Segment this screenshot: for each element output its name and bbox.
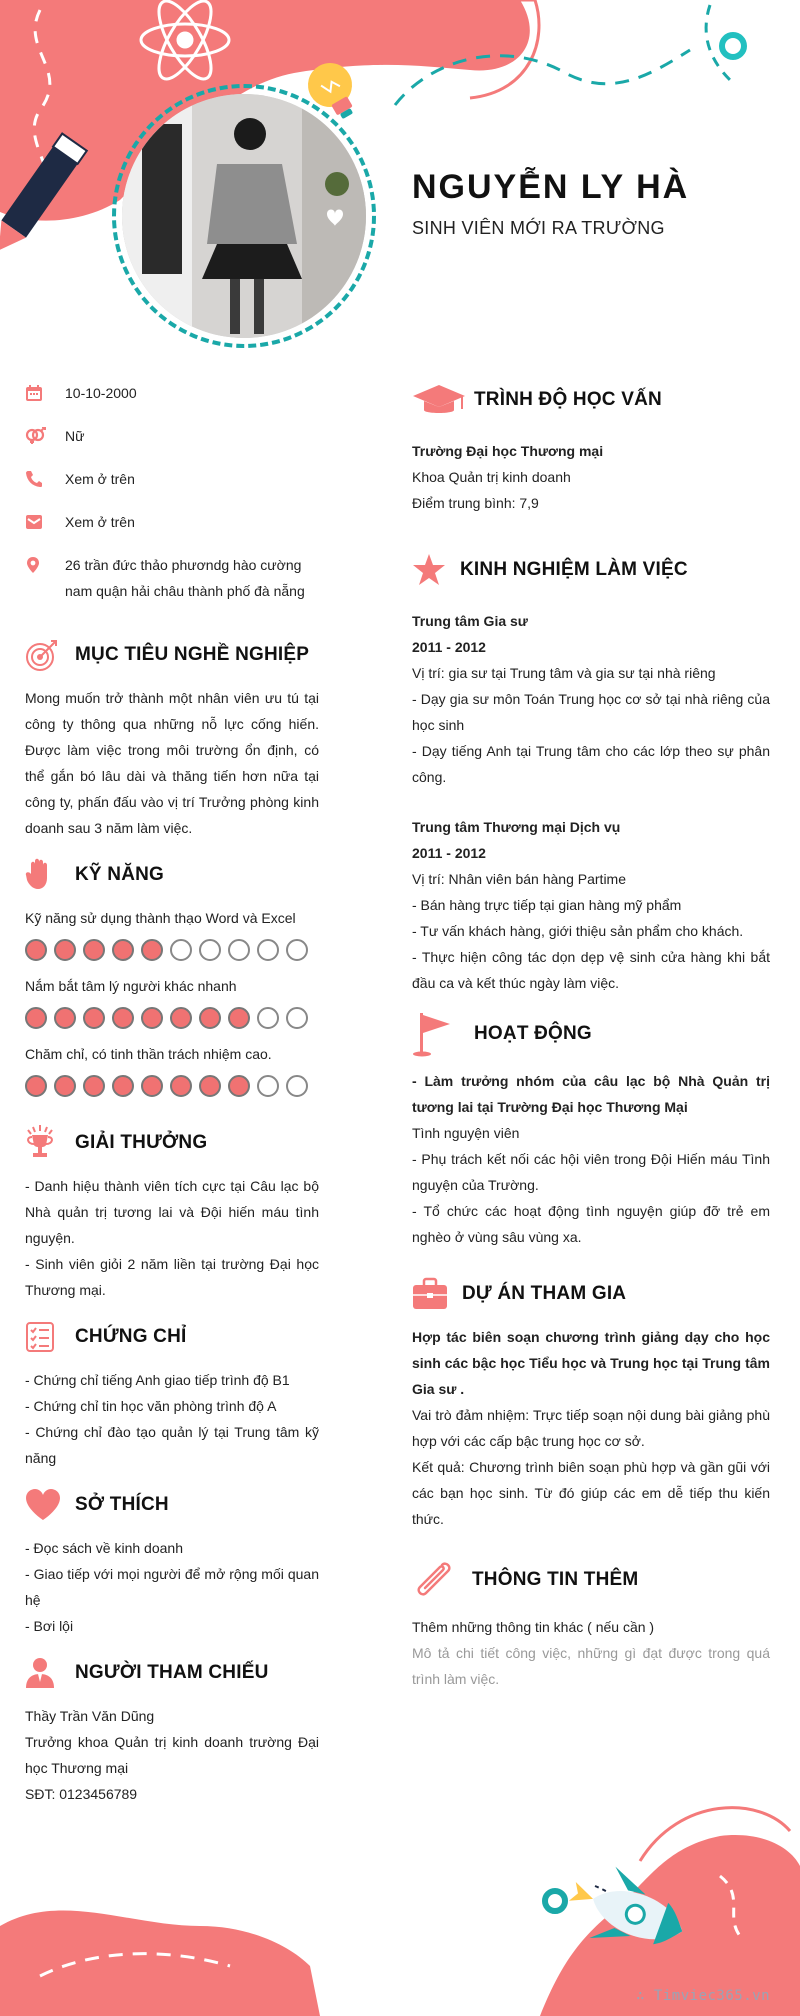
email-icon [25, 509, 65, 535]
award-item: - Sinh viên giỏi 2 năm liền tại trường Đại học Thương mại. [25, 1256, 319, 1298]
paperclip-icon [412, 1560, 472, 1600]
certificate-item: - Chứng chỉ tiếng Anh giao tiếp trình độ B1 [25, 1372, 290, 1388]
section-title: DỰ ÁN THAM GIA [462, 1283, 627, 1304]
section-education [412, 380, 770, 420]
rating-dot-filled [170, 1007, 192, 1029]
section-title: NGƯỜI THAM CHIẾU [75, 1662, 269, 1683]
section-activities [412, 1010, 770, 1058]
section-hobbies [25, 1485, 319, 1525]
contact-gender: Nữ [25, 423, 319, 449]
section-extra-info [412, 1556, 770, 1604]
person-icon [25, 1653, 75, 1693]
section-skills [25, 855, 319, 895]
certificates-text [25, 1367, 319, 1471]
left-column [25, 380, 319, 1807]
contact-email: Xem ở trên [25, 509, 319, 535]
rating-dot-filled [170, 1075, 192, 1097]
project-title: Hợp tác biên soạn chương trình giảng dạy cho học sinh các bậc học Tiểu học và Trung học tại Trung tâm Gia sư . [412, 1329, 770, 1397]
contact-address: 26 trần đức thảo phươndg hào cường nam quận hải châu thành phố đà nẵng [25, 552, 319, 604]
calendar-icon [25, 380, 65, 406]
job-company: Trung tâm Thương mại Dịch vụ [412, 819, 621, 835]
experience-job-1 [412, 608, 770, 790]
certificate-item: - Chứng chỉ đào tạo quản lý tại Trung tâm kỹ năng [25, 1424, 319, 1466]
job-line: - Thực hiện công tác dọn dẹp vệ sinh cửa hàng khi bắt đầu ca và kết thúc ngày làm việc. [412, 949, 770, 991]
rating-dot-filled [25, 1075, 47, 1097]
section-title: SỞ THÍCH [75, 1494, 169, 1515]
skill-rating [25, 939, 319, 961]
reference-phone: SĐT: 0123456789 [25, 1786, 138, 1802]
candidate-title: SINH VIÊN MỚI RA TRƯỜNG [412, 218, 665, 238]
target-icon [25, 635, 75, 675]
job-line: Vị trí: Nhân viên bán hàng Partime [412, 871, 627, 887]
projects-text [412, 1324, 770, 1532]
hobbies-text [25, 1535, 319, 1639]
activity-line: - Tổ chức các hoạt động tình nguyện giúp đỡ trẻ em nghèo ở vùng sâu vùng xa. [412, 1203, 770, 1245]
skill-label: Nắm bắt tâm lý người khác nhanh [25, 978, 237, 994]
reference-name: Thầy Trần Văn Dũng [25, 1708, 155, 1724]
rating-dot-filled [112, 1007, 134, 1029]
rating-dot-filled [83, 1007, 105, 1029]
certificate-item: - Chứng chỉ tin học văn phòng trình độ A [25, 1398, 277, 1414]
extra-hint: Mô tả chi tiết công việc, những gì đạt được trong quá trình làm việc. [412, 1645, 770, 1687]
awards-text [25, 1173, 319, 1303]
rating-dot-filled [141, 939, 163, 961]
rating-dot-filled [228, 1075, 250, 1097]
rating-dot-empty [286, 1075, 308, 1097]
section-title: CHỨNG CHỈ [75, 1326, 187, 1347]
section-title: GIẢI THƯỞNG [75, 1132, 208, 1153]
activity-title: - Làm trưởng nhóm của câu lạc bộ Nhà Quản trị tương lai tại Trường Đại học Thương Mại [412, 1073, 770, 1115]
award-item: - Danh hiệu thành viên tích cực tại Câu lạc bộ Nhà quản trị tương lai và Đội hiến máu tình nguyện. [25, 1178, 319, 1246]
footer-decoration [0, 1776, 800, 2016]
section-title: MỤC TIÊU NGHỀ NGHIỆP [75, 644, 310, 665]
location-pin-icon [25, 552, 65, 578]
rating-dot-empty [199, 939, 221, 961]
section-awards [25, 1123, 319, 1163]
heart-icon [25, 1485, 75, 1525]
job-line: Vị trí: gia sư tại Trung tâm và gia sư tại nhà riêng [412, 665, 716, 681]
job-line: - Tư vấn khách hàng, giới thiệu sản phẩm cho khách. [412, 923, 744, 939]
rating-dot-filled [54, 1075, 76, 1097]
education-text [412, 438, 770, 516]
rating-dot-empty [286, 939, 308, 961]
reference-role: Trưởng khoa Quản trị kinh doanh trường Đại học Thương mại [25, 1734, 319, 1776]
rating-dot-filled [112, 1075, 134, 1097]
section-title: THÔNG TIN THÊM [472, 1569, 639, 1590]
hobby-item: - Giao tiếp với mọi người để mở rộng mối quan hệ [25, 1566, 319, 1608]
section-career-goal [25, 635, 319, 675]
rating-dot-empty [257, 1007, 279, 1029]
job-line: - Dạy gia sư môn Toán Trung học cơ sở tại nhà riêng của học sinh [412, 691, 770, 733]
skill-label: Chăm chỉ, có tinh thần trách nhiệm cao. [25, 1046, 272, 1062]
section-certificates [25, 1317, 319, 1357]
skill-rating [25, 1007, 319, 1029]
rating-dot-filled [199, 1007, 221, 1029]
rating-dot-filled [141, 1075, 163, 1097]
rating-dot-empty [170, 939, 192, 961]
job-line: - Bán hàng trực tiếp tại gian hàng mỹ phẩm [412, 897, 682, 913]
flag-icon [412, 1014, 474, 1054]
rating-dot-empty [228, 939, 250, 961]
rating-dot-empty [257, 939, 279, 961]
section-title: KỸ NĂNG [75, 864, 165, 885]
hand-icon [25, 855, 75, 895]
experience-job-2 [412, 814, 770, 996]
rating-dot-empty [286, 1007, 308, 1029]
section-projects [412, 1274, 770, 1314]
watermark: ∴ Timviec365.vn [636, 1988, 770, 2004]
rating-dot-filled [199, 1075, 221, 1097]
activity-line: - Phụ trách kết nối các hội viên trong Đội Hiến máu Tình nguyện của Trường. [412, 1151, 770, 1193]
job-period: 2011 - 2012 [412, 845, 486, 861]
skills-list [25, 905, 319, 1097]
right-column [412, 380, 770, 1692]
hobby-item: - Bơi lội [25, 1618, 74, 1634]
rating-dot-filled [25, 939, 47, 961]
section-title: KINH NGHIỆM LÀM VIỆC [460, 559, 688, 580]
rating-dot-filled [228, 1007, 250, 1029]
rating-dot-filled [54, 939, 76, 961]
rating-dot-empty [257, 1075, 279, 1097]
gender-icon [25, 423, 65, 449]
rating-dot-filled [25, 1007, 47, 1029]
extra-line: Thêm những thông tin khác ( nếu cần ) [412, 1619, 655, 1635]
extra-text [412, 1614, 770, 1692]
activity-line: Tình nguyện viên [412, 1125, 520, 1141]
graduation-cap-icon [412, 380, 474, 420]
section-references [25, 1653, 319, 1693]
rating-dot-filled [141, 1007, 163, 1029]
checklist-icon [25, 1317, 75, 1357]
job-company: Trung tâm Gia sư [412, 613, 528, 629]
job-period: 2011 - 2012 [412, 639, 486, 655]
avatar [122, 94, 366, 338]
gpa: Điểm trung bình: 7,9 [412, 495, 539, 511]
section-experience [412, 550, 770, 590]
skill-label: Kỹ năng sử dụng thành thạo Word và Excel [25, 910, 296, 926]
rating-dot-filled [83, 939, 105, 961]
candidate-name: NGUYỄN LY HÀ [412, 168, 690, 206]
trophy-icon [25, 1123, 75, 1163]
rating-dot-filled [54, 1007, 76, 1029]
skill-rating [25, 1075, 319, 1097]
contact-phone: Xem ở trên [25, 466, 319, 492]
project-line: Vai trò đảm nhiệm: Trực tiếp soạn nội dung bài giảng phù hợp với các cấp bậc trung học cơ sở. [412, 1407, 770, 1449]
job-line: - Dạy tiếng Anh tại Trung tâm cho các lớp theo sự phân công. [412, 743, 770, 785]
star-icon [412, 550, 460, 590]
hobby-item: - Đọc sách về kinh doanh [25, 1540, 183, 1556]
rating-dot-filled [112, 939, 134, 961]
briefcase-icon [412, 1274, 462, 1314]
section-title: TRÌNH ĐỘ HỌC VẤN [474, 389, 662, 410]
career-goal-text: Mong muốn trở thành một nhân viên ưu tú tại công ty thông qua những nỗ lực cống hiến. Được làm việc trong môi trường ổn định, có thể gắn bó lâu dài và thăng tiến hơn nữa tại công ty, phấn đấu vào vị trí Trưởng phòng kinh doanh sau 3 năm làm việc. [25, 690, 319, 836]
phone-icon [25, 466, 65, 492]
contact-birthdate: 10-10-2000 [25, 380, 319, 406]
project-line: Kết quả: Chương trình biên soạn phù hợp và gần gũi với các bạn học sinh. Từ đó giúp các em dễ tiếp thu kiến thức. [412, 1459, 770, 1527]
rating-dot-filled [83, 1075, 105, 1097]
activities-text [412, 1068, 770, 1250]
section-title: HOẠT ĐỘNG [474, 1023, 592, 1044]
faculty: Khoa Quản trị kinh doanh [412, 469, 571, 485]
school-name: Trường Đại học Thương mại [412, 443, 604, 459]
